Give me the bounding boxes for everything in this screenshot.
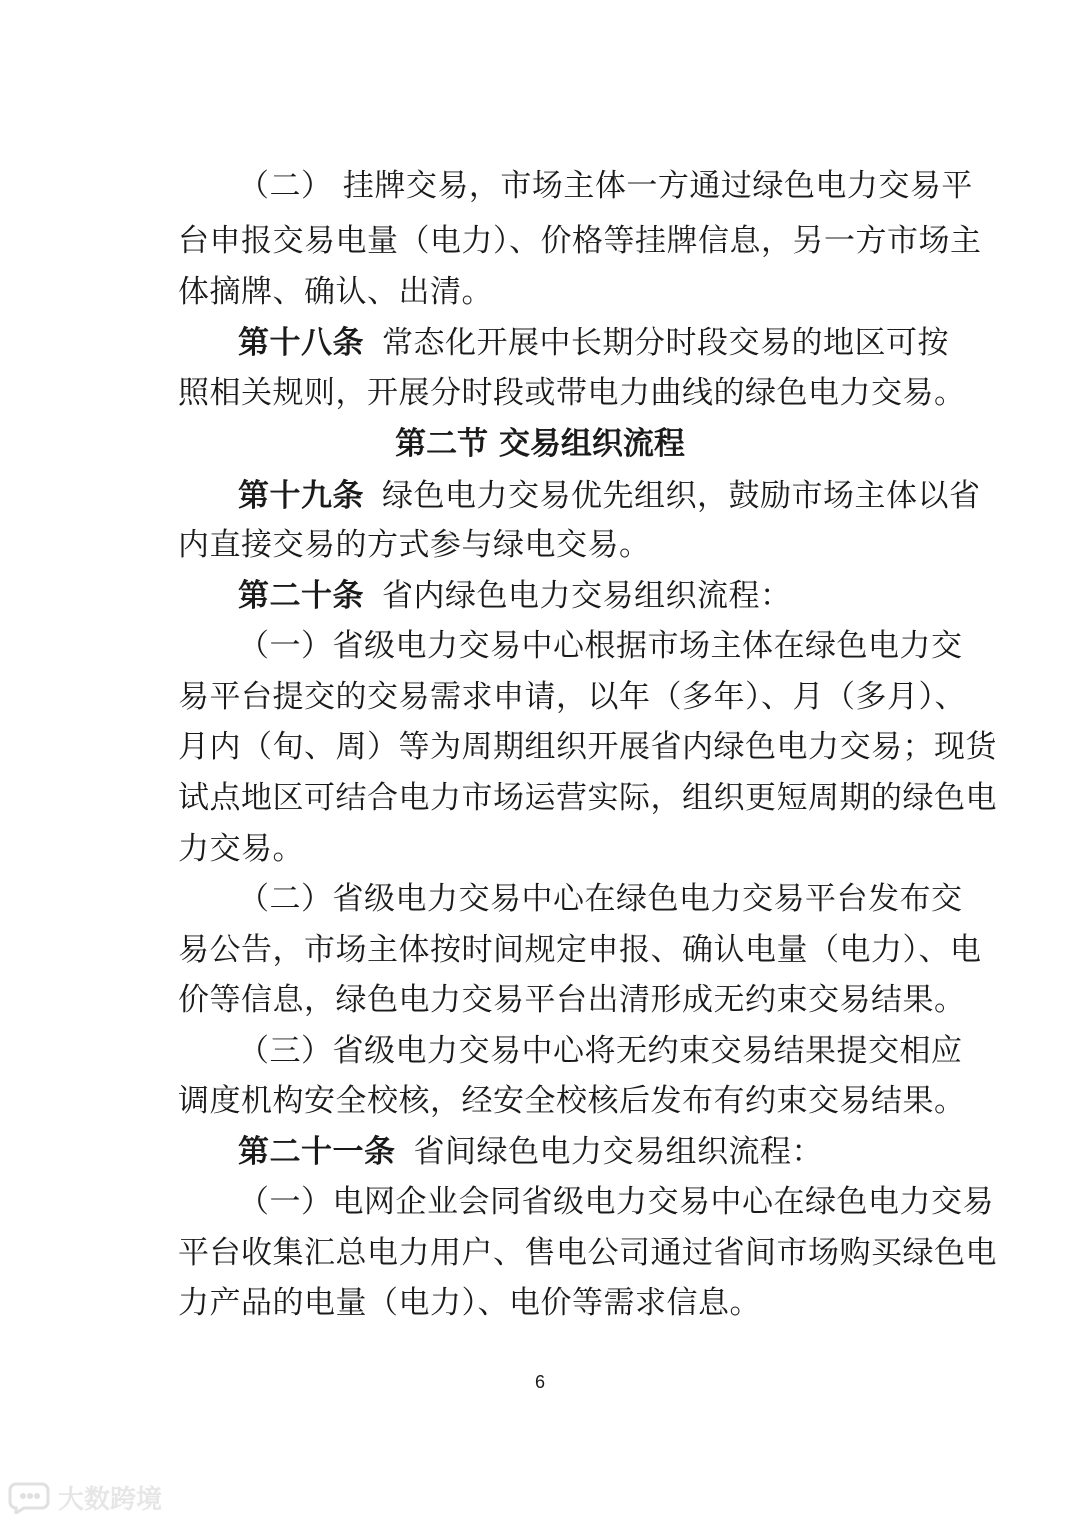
paragraph-line: 台申报交易电量（电力）、价格等挂牌信息，另一方市场主 bbox=[178, 223, 982, 259]
article-20-text: 省内绿色电力交易组织流程： bbox=[382, 578, 792, 614]
article-19-text: 绿色电力交易优先组织，鼓励市场主体以省 bbox=[382, 478, 981, 514]
article-18-line-2: 照相关规则，开展分时段或带电力曲线的绿色电力交易。 bbox=[178, 375, 966, 411]
paragraph-line: 平台收集汇总电力用户、售电公司通过省间市场购买绿色电 bbox=[178, 1235, 997, 1271]
paragraph-line: 体摘牌、确认、出清。 bbox=[178, 274, 493, 310]
paragraph-line: （一）电网企业会同省级电力交易中心在绿色电力交易 bbox=[238, 1184, 994, 1220]
paragraph-line: （一）省级电力交易中心根据市场主体在绿色电力交 bbox=[238, 628, 963, 664]
article-18-text: 常态化开展中长期分时段交易的地区可按 bbox=[382, 325, 949, 361]
article-21-label: 第二十一条 bbox=[238, 1134, 396, 1170]
paragraph-line: 易平台提交的交易需求申请，以年（多年）、月（多月）、 bbox=[178, 679, 966, 715]
article-19-line-2: 内直接交易的方式参与绿电交易。 bbox=[178, 527, 651, 563]
watermark bbox=[8, 1477, 162, 1517]
paragraph-line: 月内（旬、周）等为周期组织开展省内绿色电力交易；现货 bbox=[178, 729, 997, 765]
paragraph-line: （三）省级电力交易中心将无约束交易结果提交相应 bbox=[238, 1033, 963, 1069]
chat-bubble-logo-icon bbox=[8, 1480, 52, 1514]
article-21-line-1 bbox=[238, 1132, 908, 1172]
paragraph-line: 力交易。 bbox=[178, 831, 304, 867]
paragraph-line: 价等信息，绿色电力交易平台出清形成无约束交易结果。 bbox=[178, 982, 966, 1018]
article-18-line-1 bbox=[238, 323, 949, 363]
paragraph-line: 力产品的电量（电力）、电价等需求信息。 bbox=[178, 1285, 761, 1321]
section-title: 第二节 交易组织流程 bbox=[395, 426, 685, 462]
watermark-text: 大数跨境 bbox=[58, 1484, 163, 1515]
article-20-label: 第二十条 bbox=[238, 578, 364, 614]
paragraph-line: 试点地区可结合电力市场运营实际，组织更短周期的绿色电 bbox=[178, 780, 997, 816]
page-number: 6 bbox=[534, 1372, 545, 1392]
article-18-label: 第十八条 bbox=[238, 325, 364, 361]
article-21-text: 省间绿色电力交易组织流程： bbox=[413, 1134, 823, 1170]
paragraph-line: （二）省级电力交易中心在绿色电力交易平台发布交 bbox=[238, 881, 963, 917]
paragraph-line: （二） 挂牌交易，市场主体一方通过绿色电力交易平 bbox=[238, 168, 973, 204]
paragraph-line: 调度机构安全校核，经安全校核后发布有约束交易结果。 bbox=[178, 1083, 966, 1119]
article-19-label: 第十九条 bbox=[238, 478, 364, 514]
article-19-line-1 bbox=[238, 476, 981, 516]
article-20-line-1 bbox=[238, 576, 908, 616]
paragraph-line: 易公告，市场主体按时间规定申报、确认电量（电力）、电 bbox=[178, 932, 982, 968]
